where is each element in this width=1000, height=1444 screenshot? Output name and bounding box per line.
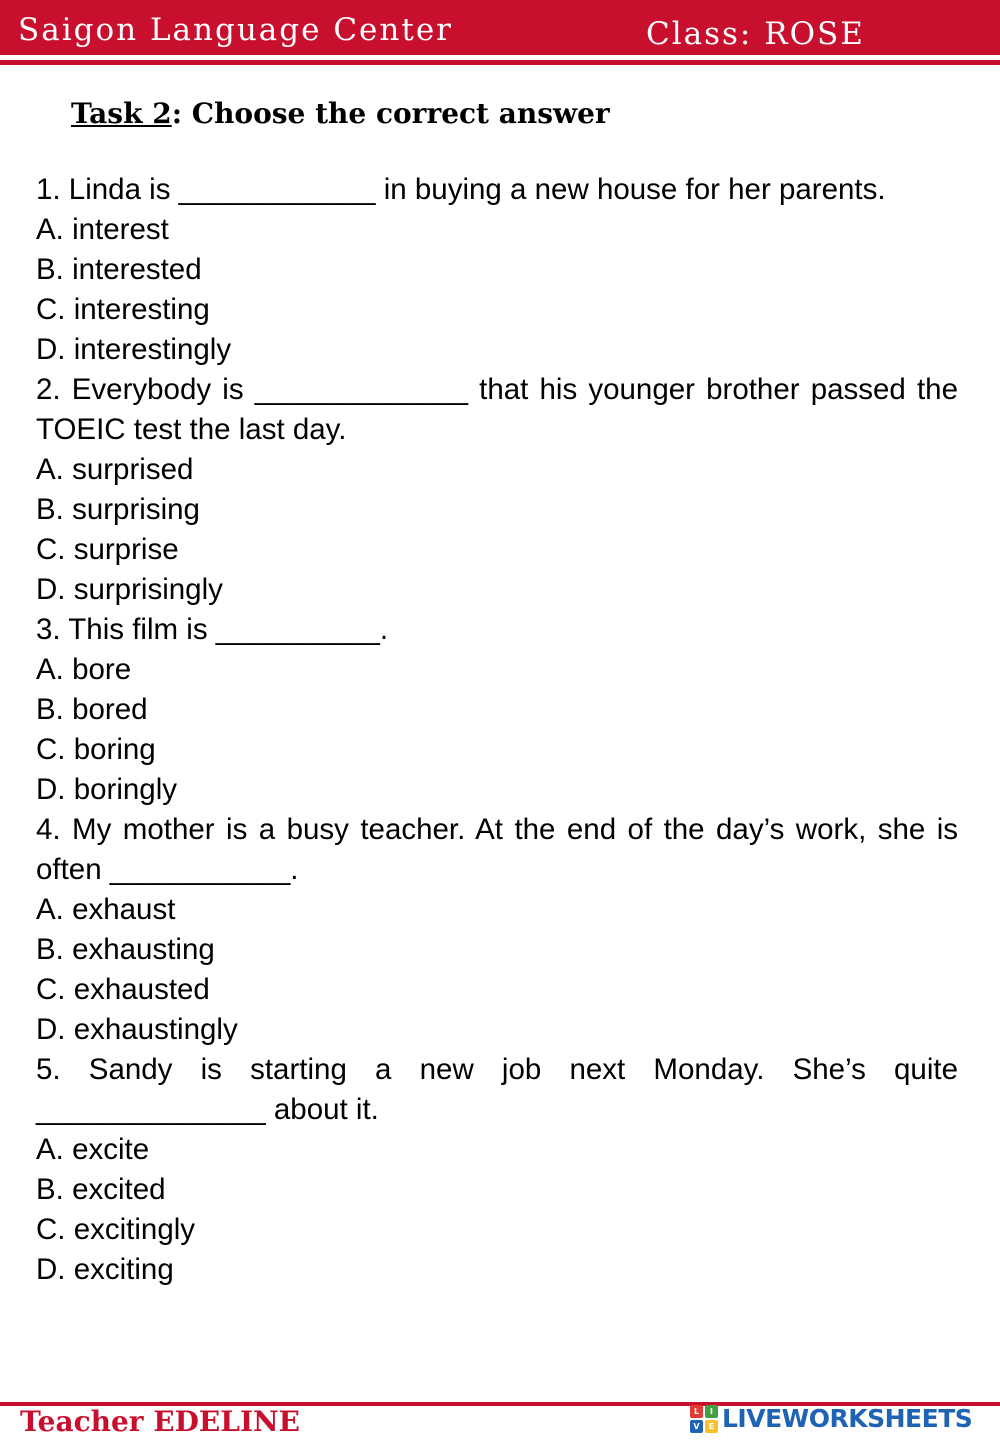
teacher-name: Teacher EDELINE — [20, 1405, 300, 1438]
question-2-option-b[interactable]: B. surprising — [36, 493, 200, 526]
question-3-text: 3. This film is __________. — [36, 613, 389, 646]
class-name: Class: ROSE — [646, 16, 865, 52]
question-3-option-d[interactable]: D. boringly — [36, 773, 178, 806]
question-5-option-b[interactable]: B. excited — [36, 1173, 166, 1206]
logo-square-l: L — [690, 1405, 703, 1418]
question-3-option-c[interactable]: C. boring — [36, 733, 156, 766]
question-4-option-c[interactable]: C. exhausted — [36, 973, 210, 1006]
question-1-option-c[interactable]: C. interesting — [36, 293, 210, 326]
question-4-option-a[interactable]: A. exhaust — [36, 893, 176, 926]
question-2-text: 2. Everybody is _____________ that his younger brother passed the TOEIC test the last day. — [36, 373, 958, 446]
question-list — [36, 170, 958, 1290]
question-5-option-d[interactable]: D. exciting — [36, 1253, 174, 1286]
question-4-option-b[interactable]: B. exhausting — [36, 933, 215, 966]
question-5-option-c[interactable]: C. excitingly — [36, 1213, 196, 1246]
logo-square-e: E — [705, 1420, 718, 1433]
question-2-option-c[interactable]: C. surprise — [36, 533, 179, 566]
question-1-option-a[interactable]: A. interest — [36, 213, 169, 246]
logo-square-i: I — [705, 1405, 718, 1418]
task-title — [71, 97, 610, 130]
question-1-text: 1. Linda is ____________ in buying a new house for her parents. — [36, 173, 886, 206]
center-name: Saigon Language Center — [18, 12, 453, 48]
liveworksheets-brand-text: LIVEWORKSHEETS — [722, 1404, 973, 1433]
question-4-text: 4. My mother is a busy teacher. At the end of the day’s work, she is often ___________. — [36, 813, 958, 886]
question-2-option-a[interactable]: A. surprised — [36, 453, 194, 486]
question-3-option-a[interactable]: A. bore — [36, 653, 132, 686]
header-divider — [0, 60, 1000, 65]
logo-square-v: V — [690, 1420, 703, 1433]
question-5-text: 5. Sandy is starting a new job next Monday. She’s quite ______________ about it. — [36, 1053, 958, 1126]
question-2-option-d[interactable]: D. surprisingly — [36, 573, 223, 606]
question-5-option-a[interactable]: A. excite — [36, 1133, 150, 1166]
liveworksheets-logo-icon — [690, 1405, 718, 1433]
question-1-option-d[interactable]: D. interestingly — [36, 333, 232, 366]
task-instruction: : Choose the correct answer — [171, 97, 610, 130]
task-label: Task 2 — [71, 97, 172, 130]
question-3-option-b[interactable]: B. bored — [36, 693, 148, 726]
question-4-option-d[interactable]: D. exhaustingly — [36, 1013, 238, 1046]
question-1-option-b[interactable]: B. interested — [36, 253, 202, 286]
liveworksheets-logo[interactable] — [690, 1404, 972, 1433]
